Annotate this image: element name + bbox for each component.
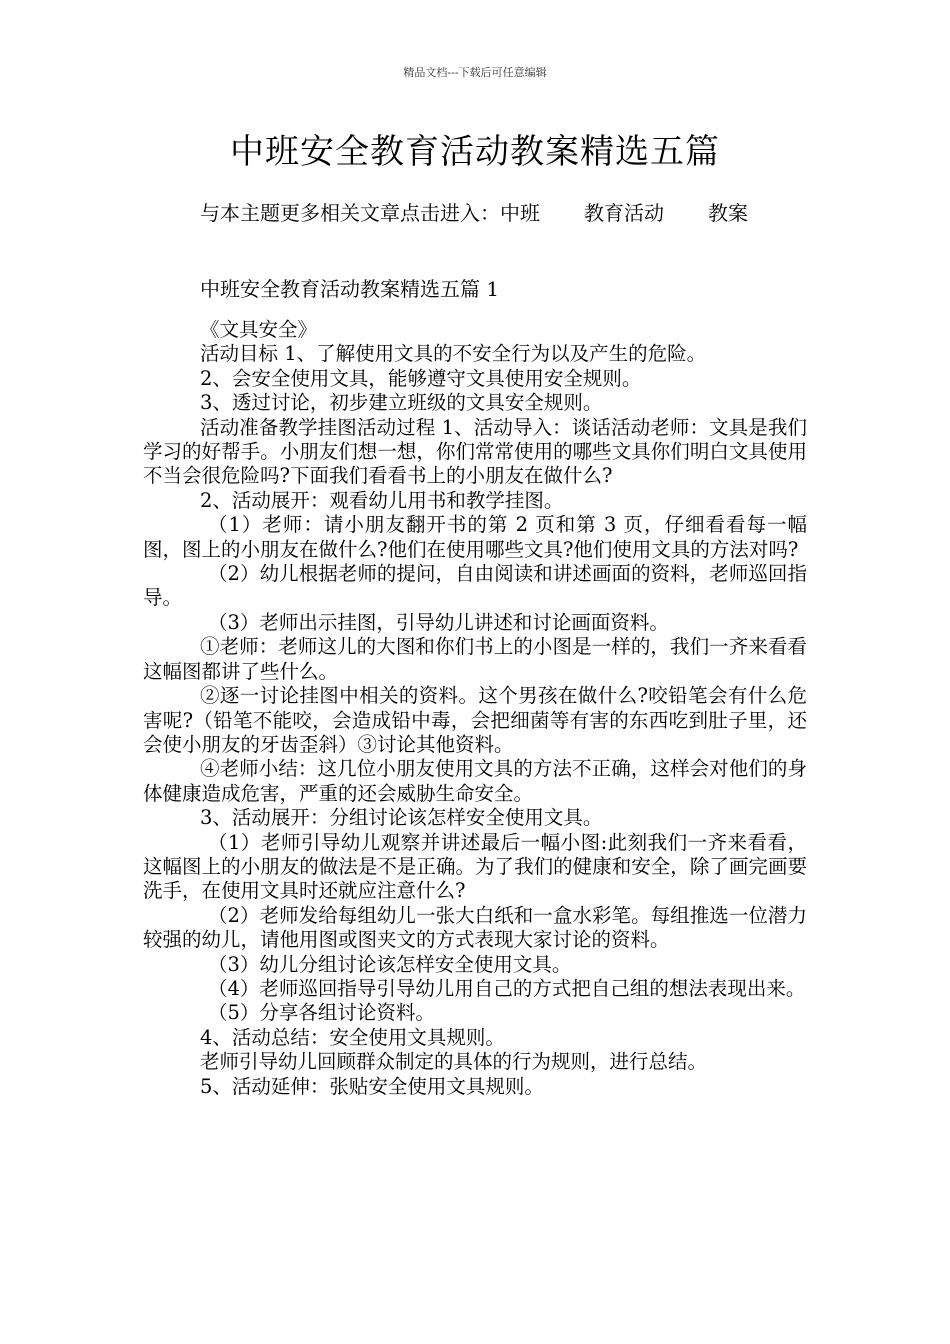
section-title: 中班安全教育活动教案精选五篇 1 xyxy=(200,277,500,301)
paragraph: 2、会安全使用文具，能够遵守文具使用安全规则。 xyxy=(200,366,642,390)
document-title: 中班安全教育活动教案精选五篇 xyxy=(230,132,720,172)
document-body xyxy=(143,318,807,1099)
paragraph: （2）老师发给每组幼儿一张大白纸和一盒水彩笔。每组推选一位潜力较强的幼儿，请他用图或图夹文的方式表现大家讨论的资料。 xyxy=(143,903,807,952)
paragraph: 4、活动总结：安全使用文具规则。 xyxy=(200,1025,505,1049)
paragraph: （3）幼儿分组讨论该怎样安全使用文具。 xyxy=(208,952,572,976)
related-link-jiaoyuhuodong[interactable]: 教育活动 xyxy=(584,201,664,225)
related-link-jiaoan[interactable]: 教案 xyxy=(708,201,748,225)
related-links-line xyxy=(200,197,748,226)
paragraph: 老师引导幼儿回顾群众制定的具体的行为规则，进行总结。 xyxy=(200,1050,708,1074)
paragraph: 2、活动展开：观看幼儿用书和教学挂图。 xyxy=(200,488,564,512)
paragraph: 活动目标 1、了解使用文具的不安全行为以及产生的危险。 xyxy=(200,342,707,366)
paragraph-subtitle: 《文具安全》 xyxy=(200,318,318,341)
paragraph: （2）幼儿根据老师的提问，自由阅读和讲述画面的资料，老师巡回指导。 xyxy=(143,562,807,610)
related-link-zhongban[interactable]: 中班 xyxy=(500,201,540,225)
paragraph: （1）老师：请小朋友翻开书的第 2 页和第 3 页，仔细看看每一幅图，图上的小朋友在做什么?他们在使用哪些文具?他们使用文具的方法对吗? xyxy=(143,513,807,561)
paragraph: 3、透过讨论，初步建立班级的文具安全规则。 xyxy=(200,391,603,415)
paragraph: 活动准备教学挂图活动过程 1、活动导入：谈话活动老师：文具是我们学习的好帮手。小朋友们想一想，你们常常使用的哪些文具你们明白文具使用不当会很危险吗?下面我们看看书上的小朋友在做什么? xyxy=(143,415,807,488)
paragraph: （5）分享各组讨论资料。 xyxy=(208,1001,435,1025)
paragraph: （1）老师引导幼儿观察并讲述最后一幅小图:此刻我们一齐来看看，这幅图上的小朋友的做法是不是正确。为了我们的健康和安全，除了画完画要洗手，在使用文具时还就应注意什么? xyxy=(143,830,807,903)
related-prefix: 与本主题更多相关文章点击进入： xyxy=(200,201,500,225)
paragraph: 5、活动延伸：张贴安全使用文具规则。 xyxy=(200,1074,544,1098)
paragraph: ④老师小结：这几位小朋友使用文具的方法不正确，这样会对他们的身体健康造成危害，严重的还会威胁生命安全。 xyxy=(143,757,807,805)
paragraph: 3、活动展开：分组讨论该怎样安全使用文具。 xyxy=(200,806,603,830)
paragraph: ①老师：老师这儿的大图和你们书上的小图是一样的，我们一齐来看看这幅图都讲了些什么。 xyxy=(143,635,807,683)
paragraph: （4）老师巡回指导引导幼儿用自己的方式把自己组的想法表现出来。 xyxy=(208,976,806,1000)
paragraph: ②逐一讨论挂图中相关的资料。这个男孩在做什么?咬铅笔会有什么危害呢?（铅笔不能咬，会造成铅中毒，会把细菌等有害的东西吃到肚子里，还会使小朋友的牙齿歪斜）③讨论其他资料。 xyxy=(143,684,807,756)
header-note: 精品文档---下载后可任意编辑 xyxy=(403,66,547,79)
paragraph: （3）老师出示挂图，引导幼儿讲述和讨论画面资料。 xyxy=(208,610,669,634)
